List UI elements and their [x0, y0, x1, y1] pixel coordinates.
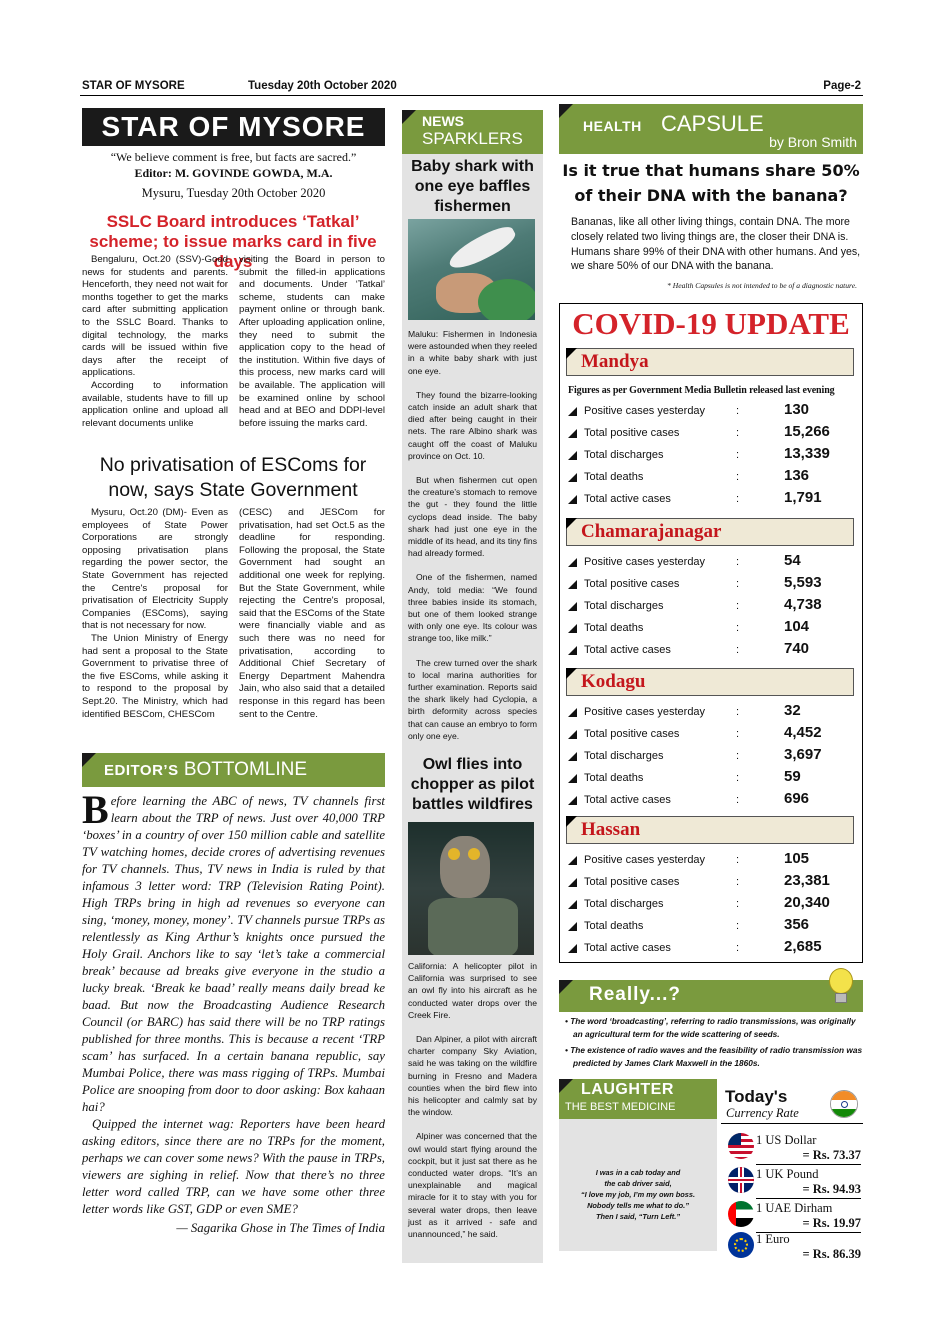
joke-line: Nobody tells me what to do.”: [587, 1201, 689, 1210]
triangle-bullet-icon: [568, 900, 577, 909]
covid-row-value: 32: [784, 702, 801, 719]
paragraph: They found the bizarre-looking catch inside an adult shark that died after being caught in their nets. The rare Albino shark was caught off the coast of Maluku province on Oct. 10.: [408, 389, 537, 461]
dropcap: B: [82, 787, 109, 832]
triangle-bullet-icon: [568, 944, 577, 953]
covid-row: [568, 552, 858, 574]
covid-row-value: 59: [784, 768, 801, 785]
covid-row-label: Total discharges: [584, 750, 664, 762]
covid-row-label: Total positive cases: [584, 728, 680, 740]
currency-name: 1 Euro: [756, 1232, 790, 1246]
bottomline-body: [82, 787, 385, 1237]
lightbulb-icon: [826, 968, 856, 1008]
covid-row: [568, 790, 858, 812]
triangle-bullet-icon: [568, 580, 577, 589]
covid-row-colon: :: [736, 920, 740, 932]
triangle-bullet-icon: [568, 646, 577, 655]
triangle-bullet-icon: [568, 558, 577, 567]
covid-row: [568, 640, 858, 662]
triangle-bullet-icon: [568, 774, 577, 783]
covid-row-colon: :: [736, 898, 740, 910]
paragraph: visiting the Board in person to submit the filled-in applications and documents. Under ‘Tatkal’ scheme, students can make payment online or through bank. After uploading application online, they need to submit the application copy to the head of the institution. Within five days of this process, new marks card will be available. The application will be examined online by school head and at BEO and DDPI-level before issuing the marks card.: [239, 254, 385, 429]
bottomline-credit: — Sagarika Ghose in The Times of India: [176, 1221, 385, 1235]
covid-row-value: 740: [784, 640, 810, 657]
masthead-dateline: Mysuru, Tuesday 20th October 2020: [141, 186, 326, 200]
triangle-bullet-icon: [568, 730, 577, 739]
covid-row-value: 696: [784, 790, 810, 807]
bottomline-para2: Quipped the internet wag: Reporters have been heard asking editors, since there are no TRPs for the moment, perhaps we can cover some news? With the pause in TRPs, viewers are sighing in relief. Now that there’s no three letter word called TRP, can we have some other three letter words like GST, GDP or even SME?: [82, 1117, 385, 1216]
currency-value: = Rs. 86.39: [802, 1247, 861, 1261]
covid-row: [568, 724, 858, 746]
sparkler-shark-body: [402, 328, 543, 754]
really-list: • The word ‘broadcasting’, referring to radio transmissions, was originally an agricultural term for the wide scattering of seeds. • The existence of radio waves and the feasibility of radio transmission was predicted by James Clark Maxwell in the 1860s.: [565, 1016, 863, 1068]
covid-row: [568, 401, 858, 423]
health-label-bold: HEALTH: [583, 118, 642, 134]
covid-row-value: 13,339: [784, 445, 830, 462]
covid-row: [568, 872, 858, 894]
covid-row: [568, 938, 858, 960]
covid-row: [568, 894, 858, 916]
covid-row: [568, 746, 858, 768]
paragraph: California: A helicopter pilot in California was surprised to see an owl fly into his aircraft as he conducted water drops over the Creek Fire.: [408, 961, 537, 1020]
triangle-bullet-icon: [568, 922, 577, 931]
covid-row-colon: :: [736, 854, 740, 866]
covid-row: [568, 596, 858, 618]
health-question: Is it true that humans share 50% of their DNA with the banana?: [562, 161, 860, 205]
covid-row: [568, 467, 858, 489]
triangle-bullet-icon: [568, 878, 577, 887]
triangle-bullet-icon: [568, 495, 577, 504]
joke-line: “I love my job, I’m my own boss.: [580, 1190, 696, 1199]
covid-row-label: Total active cases: [584, 644, 671, 656]
sparklers-label-sparklers: SPARKLERS: [422, 129, 523, 148]
covid-row-value: 3,697: [784, 746, 822, 763]
us-flag-icon: [728, 1133, 754, 1159]
triangle-bullet-icon: [568, 602, 577, 611]
health-byline: by Bron Smith: [769, 134, 857, 150]
sparkler-owl-body: [402, 960, 543, 1252]
laughter-joke: [559, 1167, 717, 1222]
covid-row: [568, 574, 858, 596]
covid-row-colon: :: [736, 794, 740, 806]
really-banner: [559, 980, 863, 1012]
covid-row-value: 356: [784, 916, 810, 933]
triangle-bullet-icon: [568, 856, 577, 865]
owl-photo: [408, 822, 534, 955]
covid-row-colon: :: [736, 600, 740, 612]
covid-row: [568, 489, 858, 511]
health-disclaimer: * Health Capsules is not intended to be of a diagnostic nature.: [667, 281, 857, 290]
covid-row-colon: :: [736, 772, 740, 784]
currency-title: Today's: [725, 1087, 788, 1106]
covid-row-value: 104: [784, 618, 810, 635]
masthead-editor: Editor: M. GOVINDE GOWDA, M.A.: [134, 166, 333, 180]
triangle-bullet-icon: [568, 796, 577, 805]
sparkler-shark-headline: Baby shark with one eye baffles fishermen: [411, 158, 534, 215]
covid-row-value: 20,340: [784, 894, 830, 911]
uk-flag-icon: [728, 1167, 754, 1193]
masthead-motto: “We believe comment is free, but facts are sacred.”: [110, 150, 357, 164]
covid-row-colon: :: [736, 706, 740, 718]
covid-row-colon: :: [736, 449, 740, 461]
covid-row-label: Total discharges: [584, 898, 664, 910]
sparkler-owl-headline: Owl flies into chopper as pilot battles wildfires: [410, 756, 535, 813]
covid-district-chamarajanagar: Chamarajanagar: [566, 518, 854, 546]
story-sslc-col1: [82, 254, 228, 430]
triangle-bullet-icon: [568, 473, 577, 482]
covid-row-value: 5,593: [784, 574, 822, 591]
story-escoms-headline: No privatisation of ESComs for now, says State Government: [99, 454, 367, 501]
triangle-bullet-icon: [568, 624, 577, 633]
header-paper-name: STAR OF MYSORE: [82, 80, 185, 92]
covid-row-value: 54: [784, 552, 801, 569]
covid-row: [568, 768, 858, 790]
covid-row-label: Total deaths: [584, 622, 644, 634]
covid-row-label: Total discharges: [584, 449, 664, 461]
eu-flag-icon: [728, 1232, 754, 1258]
paragraph: Bengaluru, Oct.20 (SSV)-Good news for students and parents. Henceforth, they need not wait for months together to get the marks card after submitting application to the SSLC Board. Thanks to digital technology, the marks cards will be issued within five days after the receipt of applications.: [82, 254, 228, 379]
paragraph: The crew turned over the shark to local marina authorities for further examination. Reports said the shark likely had Cyclopia, a birth deformity across species that can cause an embryo to form only one eye.: [408, 657, 537, 741]
covid-row: [568, 850, 858, 872]
laughter-banner: [559, 1079, 717, 1119]
currency-row: [756, 1201, 861, 1233]
laughter-title: LAUGHTER: [581, 1081, 674, 1098]
joke-line: I was in a cab today and: [595, 1168, 681, 1177]
covid-row-colon: :: [736, 493, 740, 505]
really-item: The word ‘broadcasting’, referring to radio transmissions, was originally an agricultural term for the wide scattering of seeds.: [570, 1016, 856, 1039]
currency-value: = Rs. 94.93: [756, 1182, 861, 1199]
laughter-box: [559, 1079, 717, 1251]
story-sslc-col2: [239, 254, 385, 430]
paragraph: Alpiner was concerned that the owl would start flying around the cockpit, but it just sat there as he conducted water drops. “It’s an unexplainable and magical miracle for it to stay with you for several water drops, then leave just as it arrived - safe and unannounced,” he said.: [408, 1131, 537, 1240]
covid-row-colon: :: [736, 405, 740, 417]
masthead-title: STAR OF MYSORE: [82, 108, 385, 146]
covid-row: [568, 702, 858, 724]
really-title: Really...?: [589, 984, 682, 1005]
india-flag-icon: [830, 1090, 858, 1118]
covid-row-colon: :: [736, 728, 740, 740]
covid-row-label: Total positive cases: [584, 578, 680, 590]
paragraph: But when fishermen cut open the creature’s stomach to remove the gut - they found the little cyclops dead inside. The baby shark had just one eye in the middle of its head, and its tiny fins had already formed.: [408, 475, 537, 559]
covid-row: [568, 916, 858, 938]
joke-line: the cab driver said,: [604, 1179, 672, 1188]
health-answer: Bananas, like all other living things, contain DNA. The more closely related two living things are, the closer their DNA is. Humans share 99% of their DNA with other humans. And yes, we share 50% of our DNA with the banana.: [571, 216, 861, 273]
triangle-bullet-icon: [568, 407, 577, 416]
covid-row-label: Total positive cases: [584, 876, 680, 888]
covid-row-label: Total discharges: [584, 600, 664, 612]
covid-row-label: Total deaths: [584, 920, 644, 932]
covid-row-value: 15,266: [784, 423, 830, 440]
covid-row-value: 136: [784, 467, 810, 484]
paragraph: Dan Alpiner, a pilot with aircraft charter company Sky Aviation, said he was taking on the wildfire burning in Fresno and Madera counties when the bird flew into his helicopter and calmly sat by the window.: [408, 1034, 537, 1118]
bottomline-banner: [82, 753, 385, 787]
joke-line: Then I said, “Turn Left.”: [595, 1212, 681, 1221]
currency-row: [756, 1167, 861, 1199]
covid-row-label: Total active cases: [584, 794, 671, 806]
covid-row: [568, 618, 858, 640]
currency-name: 1 UAE Dirham: [756, 1201, 833, 1215]
covid-row-label: Positive cases yesterday: [584, 405, 706, 417]
story-escoms-col1: [82, 507, 228, 721]
covid-row-value: 2,685: [784, 938, 822, 955]
covid-row-value: 4,452: [784, 724, 822, 741]
covid-row: [568, 445, 858, 467]
covid-row-colon: :: [736, 750, 740, 762]
header-date: Tuesday 20th October 2020: [248, 80, 397, 92]
covid-row-colon: :: [736, 622, 740, 634]
paragraph: According to information available, students have to fill up application online and upload all relevant documents unlike: [82, 379, 228, 429]
currency-value: = Rs. 19.97: [756, 1216, 861, 1233]
bottomline-para1: efore learning the ABC of news, TV channels first learn about the TRP of news. Just over 40,000 TRP ‘boxes’ in a country of over 150 million cable and satellite TV watching homes, decide crores of advertising revenues for TV channels. Thus, TV news in India is ruled by that infamous 3 letter word: TRP (Television Rating Point). High TRPs bring in high ad revenues so everyone can sing, ‘money, money, money’. TV channels pursue TRPs as relentlessly as King Arthur’s knights once pursued the Holy Grail. Anchors like to say ‘let’s take a commercial break’ because ad breaks give everyone in the studio a lucky break. ‘Break ke baad’ really means daily bread ke baad. But now the Broadcasting Audience Research Council (or BARC) has said there will be no TRP ratings published for three months. This is because a recent ‘TRP scam’ has surfaced. In a certain banana republic, say Mumbai Police, there was mass rigging of TRPs. Mumbai Police are snooping from door to door asking: Box kahaan hai?: [82, 794, 385, 1114]
covid-note: Figures as per Government Media Bulletin released last evening: [568, 385, 835, 396]
covid-row-label: Total deaths: [584, 471, 644, 483]
covid-district-mandya: Mandya: [566, 348, 854, 376]
triangle-bullet-icon: [568, 451, 577, 460]
currency-value: = Rs. 73.37: [756, 1148, 861, 1165]
header-page-number: Page-2: [823, 80, 861, 92]
covid-row-label: Total positive cases: [584, 427, 680, 439]
news-sparklers-banner: [402, 110, 543, 154]
covid-district-kodagu: Kodagu: [566, 668, 854, 696]
currency-row: [756, 1232, 861, 1263]
paragraph: The Union Ministry of Energy had sent a proposal to the State Government to privatise three of the five ESComs, while asking it to respond to the proposal by Sept.20. The Ministry, which had identified BESCom, CHESCom: [82, 632, 228, 720]
covid-row-label: Total active cases: [584, 942, 671, 954]
triangle-bullet-icon: [568, 708, 577, 717]
covid-row-colon: :: [736, 644, 740, 656]
story-sslc-headline: SSLC Board introduces ‘Tatkal’ scheme; to issue marks card in five days: [89, 212, 377, 271]
sparklers-label-news: NEWS: [422, 113, 464, 129]
uae-flag-icon: [728, 1201, 754, 1227]
covid-title: COVID-19 UPDATE: [572, 306, 850, 341]
paragraph: One of the fishermen, named Andy, told media: “We found three babies inside its stomach, but one of them looked strange with only one eye. Its colour was strange too, like milk.”: [408, 572, 537, 644]
covid-row-colon: :: [736, 876, 740, 888]
triangle-bullet-icon: [568, 429, 577, 438]
story-escoms-col2: [239, 507, 385, 721]
laughter-subtitle: THE BEST MEDICINE: [565, 1101, 676, 1113]
triangle-bullet-icon: [568, 752, 577, 761]
bottomline-label-bold: EDITOR’S: [104, 762, 179, 779]
covid-row-colon: :: [736, 556, 740, 568]
covid-row: [568, 423, 858, 445]
covid-row-label: Total active cases: [584, 493, 671, 505]
currency-name: 1 US Dollar: [756, 1133, 817, 1147]
covid-update-box: [559, 303, 863, 963]
currency-name: 1 UK Pound: [756, 1167, 819, 1181]
really-item: The existence of radio waves and the feasibility of radio transmission was predicted by James Clark Maxwell in the 1860s.: [570, 1045, 863, 1068]
covid-district-hassan: Hassan: [566, 816, 854, 844]
covid-row-value: 4,738: [784, 596, 822, 613]
covid-row-label: Positive cases yesterday: [584, 854, 706, 866]
currency-row: [756, 1133, 861, 1165]
covid-row-value: 105: [784, 850, 810, 867]
covid-row-value: 1,791: [784, 489, 822, 506]
covid-row-label: Total deaths: [584, 772, 644, 784]
bottomline-label: BOTTOMLINE: [183, 759, 308, 780]
page-header: [80, 80, 863, 96]
health-label: CAPSULE: [661, 111, 764, 136]
paragraph: (CESC) and JESCom for privatisation, had set Oct.5 as the deadline for responding. Following the proposal, the State Government had sought an additional one week for replying. But the State Government, while rejecting the Centre's proposal, said that the ESComs of the State were financially viable and as such there was no need for privatisation, according to Additional Chief Secretary of Energy Department Mahendra Jain, who also said that a detailed response in this regard has been sent to the Centre.: [239, 507, 385, 720]
covid-row-colon: :: [736, 471, 740, 483]
currency-subtitle: Currency Rate: [726, 1106, 799, 1120]
shark-photo: [408, 219, 535, 320]
covid-row-label: Positive cases yesterday: [584, 556, 706, 568]
covid-row-colon: :: [736, 578, 740, 590]
paragraph: Maluku: Fishermen in Indonesia were astounded when they reeled in a white baby shark with just one eye.: [408, 329, 537, 376]
paragraph: Mysuru, Oct.20 (DM)- Even as employees of State Power Corporations are strongly opposing privatisation plans regarding the power sector, the State Government has rejected the Centre's proposal for privatisation of Electricity Supply Companies (ESComs), saying that is not necessary for now.: [82, 507, 228, 632]
covid-row-value: 23,381: [784, 872, 830, 889]
health-capsule-banner: [559, 104, 863, 154]
covid-row-label: Positive cases yesterday: [584, 706, 706, 718]
covid-row-colon: :: [736, 427, 740, 439]
covid-row-value: 130: [784, 401, 810, 418]
covid-row-colon: :: [736, 942, 740, 954]
